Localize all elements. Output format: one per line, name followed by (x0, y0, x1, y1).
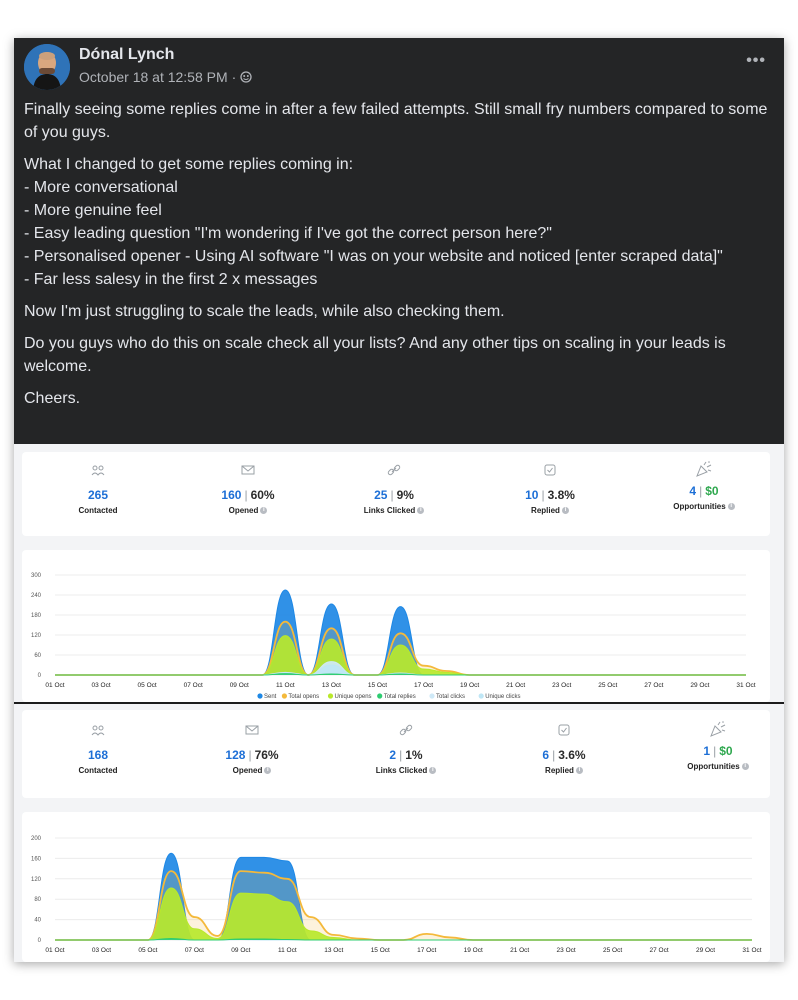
post-paragraph: Cheers. (24, 390, 81, 407)
list-item: - Easy leading question "I'm wondering if I've got the correct person here?" (24, 225, 552, 242)
x-tick-label: 17 Oct (417, 947, 437, 954)
legend-swatch (429, 693, 434, 698)
info-icon[interactable]: i (576, 767, 583, 774)
x-tick-label: 07 Oct (183, 682, 203, 689)
y-tick-label: 80 (34, 897, 41, 904)
x-tick-label: 13 Oct (324, 947, 344, 954)
y-tick-label: 200 (30, 836, 41, 842)
x-tick-label: 29 Oct (695, 947, 716, 954)
info-icon[interactable]: i (417, 507, 424, 514)
y-tick-label: 0 (37, 673, 41, 679)
x-tick-label: 23 Oct (552, 682, 572, 689)
contacted-icon (91, 724, 105, 736)
info-icon[interactable]: i (264, 767, 271, 774)
sends-chart (22, 812, 770, 962)
legend-swatch (328, 693, 333, 698)
replied-sep: | (541, 488, 545, 502)
x-tick-label: 21 Oct (510, 947, 530, 954)
stat-replied (480, 464, 620, 515)
sends-chart (22, 550, 770, 702)
opps-value: $0 (719, 744, 733, 758)
x-tick-label: 03 Oct (91, 947, 112, 954)
contacted-count: 168 (87, 748, 109, 762)
opened-sep: | (244, 488, 248, 502)
y-tick-label: 40 (34, 917, 41, 924)
opps-label: Opportunities (673, 502, 726, 511)
list-item: - More genuine feel (24, 202, 162, 219)
links-pct: 9% (396, 488, 414, 502)
y-tick-label: 180 (30, 613, 41, 619)
stat-opportunities (634, 460, 774, 511)
y-tick-label: 0 (37, 938, 41, 944)
avatar-image (24, 44, 70, 90)
x-tick-label: 25 Oct (598, 682, 618, 689)
post-paragraph: Now I'm just struggling to scale the leads, while also checking them. (24, 303, 505, 320)
chart-panel (22, 550, 770, 702)
x-tick-label: 05 Oct (138, 947, 158, 954)
legend-label[interactable]: Sent (264, 694, 277, 700)
legend-label[interactable]: Unique opens (334, 694, 372, 700)
x-tick-label: 27 Oct (649, 947, 669, 954)
x-tick-label: 09 Oct (229, 682, 249, 689)
opps-sep: | (713, 744, 717, 758)
info-icon[interactable]: i (728, 503, 735, 510)
replied-pct: 3.6% (558, 748, 586, 762)
x-tick-label: 25 Oct (603, 947, 623, 954)
changes-list (24, 153, 774, 291)
post-body (24, 98, 774, 419)
list-item: - More conversational (24, 179, 178, 196)
avatar[interactable] (24, 44, 70, 90)
x-tick-label: 11 Oct (275, 682, 295, 689)
links-count: 25 (374, 488, 388, 502)
party-popper-icon (709, 720, 727, 738)
stat-opened (182, 724, 322, 775)
reply-check-icon (557, 724, 571, 736)
y-tick-label: 300 (30, 573, 41, 579)
x-tick-label: 15 Oct (367, 682, 388, 689)
x-tick-label: 27 Oct (644, 682, 664, 689)
x-tick-label: 29 Oct (690, 682, 710, 689)
stats-bar (22, 710, 770, 798)
stats-bar (22, 452, 770, 536)
legend-swatch (479, 693, 484, 698)
analytics-screenshot-1 (14, 444, 784, 702)
facebook-post (14, 38, 784, 444)
opps-count: 1 (703, 744, 711, 758)
x-tick-label: 21 Oct (506, 682, 526, 689)
more-options-button[interactable]: ••• (746, 52, 766, 69)
contacted-icon (91, 464, 105, 476)
analytics-screenshot-2 (14, 704, 784, 962)
contacted-label: Contacted (78, 766, 118, 775)
links-label: Links Clicked (375, 766, 428, 775)
x-tick-label: 07 Oct (184, 947, 204, 954)
opened-count: 160 (221, 488, 242, 502)
author-name[interactable]: Dónal Lynch (79, 46, 175, 63)
y-tick-label: 60 (34, 653, 41, 659)
y-tick-label: 120 (30, 633, 41, 639)
replied-label: Replied (545, 766, 574, 775)
info-icon[interactable]: i (562, 507, 569, 514)
opps-sep: | (699, 484, 703, 498)
info-icon[interactable]: i (742, 763, 749, 770)
reply-check-icon (543, 464, 557, 476)
x-tick-label: 01 Oct (45, 947, 65, 954)
post-card (14, 38, 784, 962)
globe-icon (240, 71, 252, 83)
chart-panel (22, 812, 770, 962)
opps-count: 4 (689, 484, 697, 498)
replied-count: 6 (542, 748, 550, 762)
info-icon[interactable]: i (260, 507, 267, 514)
stat-replied (494, 724, 634, 775)
legend-label[interactable]: Unique clicks (485, 694, 521, 700)
x-tick-label: 03 Oct (91, 682, 111, 689)
stat-opportunities (648, 720, 784, 771)
contacted-label: Contacted (78, 506, 118, 515)
meta-separator: · (231, 69, 237, 85)
stat-opened (178, 464, 318, 515)
x-tick-label: 13 Oct (321, 682, 341, 689)
changes-intro: What I changed to get some replies coming in: (24, 156, 354, 173)
replied-sep: | (552, 748, 556, 762)
opened-pct: 76% (254, 748, 279, 762)
stat-links-clicked (324, 464, 464, 515)
envelope-icon (245, 724, 259, 736)
links-pct: 1% (405, 748, 423, 762)
replied-count: 10 (525, 488, 539, 502)
links-sep: | (399, 748, 403, 762)
link-icon (387, 464, 401, 476)
opps-value: $0 (705, 484, 719, 498)
legend-swatch (257, 693, 262, 698)
x-tick-label: 09 Oct (231, 947, 251, 954)
x-tick-label: 17 Oct (413, 682, 434, 689)
x-tick-label: 23 Oct (556, 947, 576, 954)
x-tick-label: 01 Oct (45, 682, 65, 689)
links-count: 2 (389, 748, 397, 762)
contacted-count: 265 (87, 488, 109, 502)
x-tick-label: 19 Oct (463, 947, 483, 954)
y-tick-label: 120 (30, 876, 41, 883)
info-icon[interactable]: i (429, 767, 436, 774)
post-paragraph: Do you guys who do this on scale check all your lists? And any other tips on scaling in your leads is welcome. (24, 335, 726, 375)
links-label: Links Clicked (363, 506, 416, 515)
x-tick-label: 11 Oct (277, 947, 297, 954)
x-tick-label: 15 Oct (370, 947, 390, 954)
envelope-icon (241, 464, 255, 476)
y-tick-label: 240 (30, 593, 41, 599)
stat-links-clicked (336, 724, 476, 775)
opened-count: 128 (225, 748, 246, 762)
y-tick-label: 160 (30, 856, 41, 863)
list-item: - Personalised opener - Using AI software "I was on your website and noticed [enter scraped data]" (24, 248, 723, 265)
replied-label: Replied (531, 506, 560, 515)
legend-label[interactable]: Total clicks (436, 694, 466, 700)
x-tick-label: 05 Oct (137, 682, 157, 689)
post-timestamp[interactable]: October 18 at 12:58 PM (79, 69, 228, 85)
link-icon (399, 724, 413, 736)
opened-label: Opened (232, 766, 263, 775)
opened-label: Opened (228, 506, 259, 515)
opened-sep: | (248, 748, 252, 762)
post-meta (79, 69, 252, 85)
x-tick-label: 31 Oct (742, 947, 762, 954)
opened-pct: 60% (250, 488, 275, 502)
links-sep: | (390, 488, 394, 502)
legend-swatch (282, 693, 287, 698)
stat-contacted (28, 724, 168, 775)
x-tick-label: 19 Oct (460, 682, 480, 689)
stat-contacted (28, 464, 168, 515)
legend-swatch (377, 693, 382, 698)
post-paragraph: Finally seeing some replies come in after a few failed attempts. Still small fry numbers compared to some of you guys. (24, 101, 768, 141)
opps-label: Opportunities (687, 762, 740, 771)
party-popper-icon (695, 460, 713, 478)
x-tick-label: 31 Oct (736, 682, 756, 689)
legend-label[interactable]: Total replies (383, 694, 416, 700)
replied-pct: 3.8% (547, 488, 575, 502)
legend-label[interactable]: Total opens (288, 694, 320, 700)
list-item: - Far less salesy in the first 2 x messages (24, 271, 318, 288)
